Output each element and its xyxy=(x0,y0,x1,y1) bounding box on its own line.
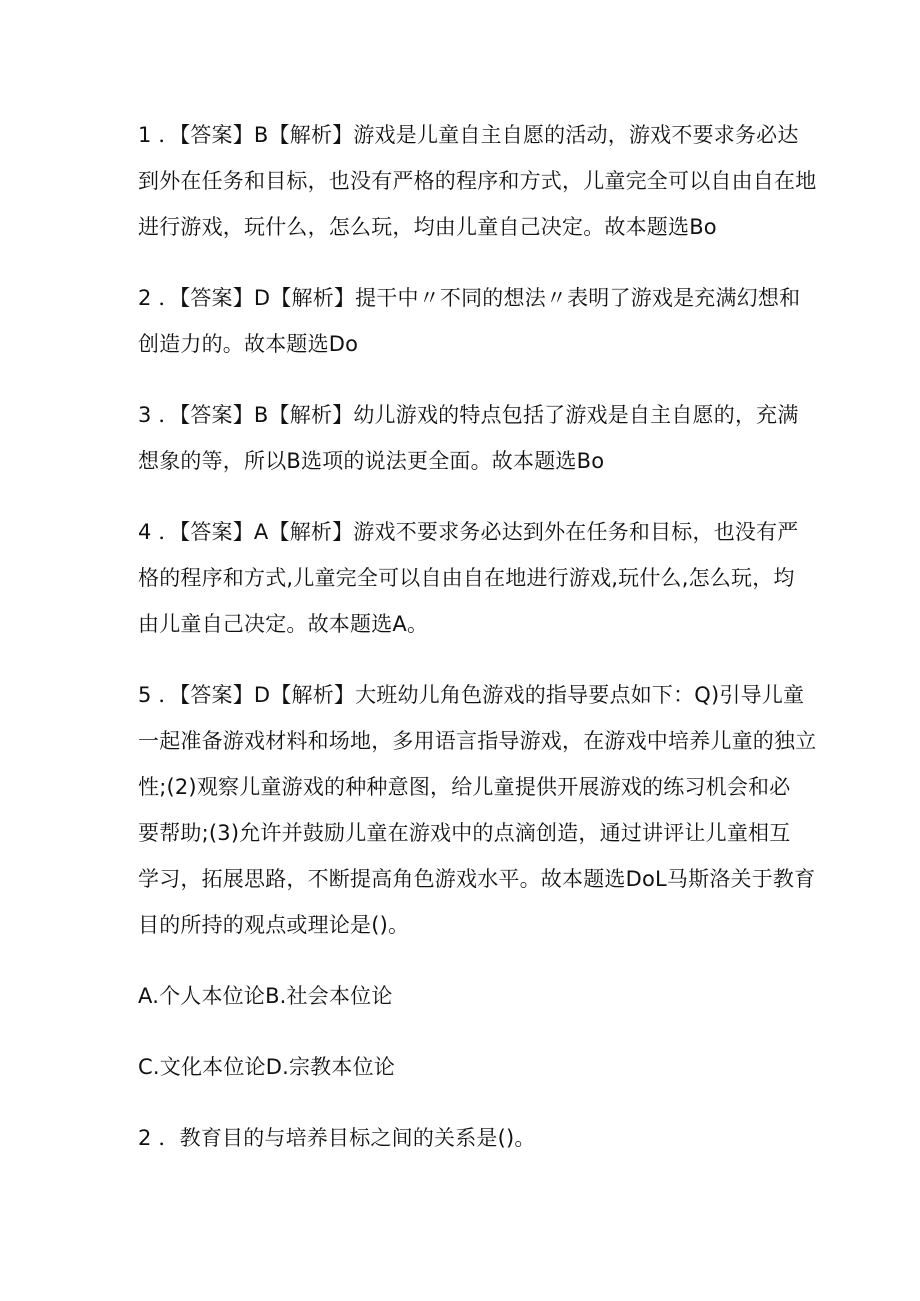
text-line: 2 ．【答案】D【解析】提干中〃不同的想法〃表明了游戏是充满幻想和 xyxy=(138,286,801,310)
document-body xyxy=(138,112,817,1186)
text-line: 一起准备游戏材料和场地，多用语言指导游戏，在游戏中培养儿童的独立 xyxy=(138,729,817,753)
text-line: 格的程序和方式,儿童完全可以自由自在地进行游戏,玩什么,怎么玩，均 xyxy=(138,566,795,590)
text-line: 要帮助;(3)允许并鼓励儿童在游戏中的点滴创造，通过讲评让儿童相互 xyxy=(138,821,791,845)
text-line: 1 ．【答案】B【解析】游戏是儿童自主自愿的活动，游戏不要求务必达 xyxy=(138,123,799,147)
text-line: 4 ．【答案】A【解析】游戏不要求务必达到外在任务和目标，也没有严 xyxy=(138,520,799,544)
question-2 xyxy=(138,1115,788,1161)
question-options-ab xyxy=(138,973,788,1019)
answer-paragraph-5 xyxy=(138,672,817,948)
text-line: 目的所持的观点或理论是()。 xyxy=(138,913,410,937)
text-line: 2 ．教育目的与培养目标之间的关系是()。 xyxy=(138,1126,536,1150)
text-line: 3 ．【答案】B【解析】幼儿游戏的特点包括了游戏是自主自愿的，充满 xyxy=(138,403,799,427)
answer-paragraph-4 xyxy=(138,509,799,647)
text-line: 5 ．【答案】D【解析】大班幼儿角色游戏的指导要点如下：Q)引导儿童 xyxy=(138,683,805,707)
text-line: 学习，拓展思路，不断提高角色游戏水平。故本题选DoL马斯洛关于教育 xyxy=(138,867,816,891)
answer-paragraph-2 xyxy=(138,275,801,367)
text-line: C.文化本位论D.宗教本位论 xyxy=(138,1055,395,1079)
text-line: 创造力的。故本题选Do xyxy=(138,332,359,356)
text-line: 性;(2)观察儿童游戏的种种意图，给儿童提供开展游戏的练习机会和必 xyxy=(138,775,791,799)
text-line: 到外在任务和目标，也没有严格的程序和方式，儿童完全可以自由自在地 xyxy=(138,169,817,193)
text-line: 想象的等，所以B选项的说法更全面。故本题选Bo xyxy=(138,449,605,473)
answer-paragraph-3 xyxy=(138,392,799,484)
answer-paragraph-1 xyxy=(138,112,817,250)
text-line: A.个人本位论B.社会本位论 xyxy=(138,984,393,1008)
text-line: 由儿童自己决定。故本题选A。 xyxy=(138,612,429,636)
text-line: 进行游戏，玩什么，怎么玩，均由儿童自己决定。故本题选Bo xyxy=(138,215,717,239)
question-options-cd xyxy=(138,1044,788,1090)
